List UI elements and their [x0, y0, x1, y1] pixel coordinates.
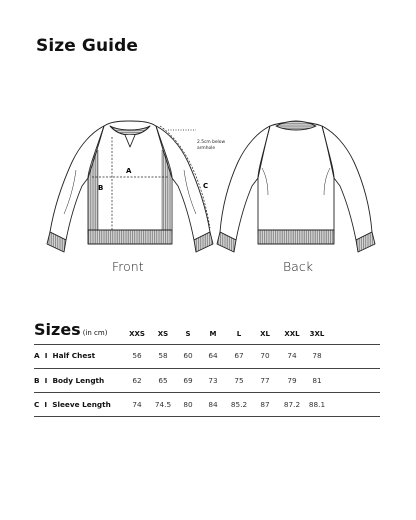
col-head-xl: XL — [260, 330, 270, 338]
table-rule — [34, 392, 380, 393]
col-head-l: L — [236, 330, 242, 338]
col-head-m: M — [209, 330, 217, 338]
back-label: Back — [283, 259, 313, 274]
table-cell: 79 — [287, 376, 297, 385]
sizes-heading: Sizes — [34, 320, 81, 339]
armhole-note-line2: armhole — [197, 146, 216, 151]
table-cell: 77 — [260, 376, 270, 385]
table-cell: 64 — [208, 351, 218, 360]
table-cell: 60 — [183, 351, 193, 360]
table-cell: 69 — [183, 376, 193, 385]
back-body — [258, 122, 334, 234]
sizes-title — [34, 320, 107, 339]
col-head-3xl: 3XL — [309, 330, 325, 338]
table-cell: 70 — [260, 351, 270, 360]
table-cell: 65 — [158, 376, 168, 385]
table-cell: 85.2 — [230, 400, 248, 409]
table-cell: 58 — [158, 351, 168, 360]
back-view — [217, 121, 375, 252]
table-cell: 74.5 — [154, 400, 172, 409]
col-head-xxl: XXL — [284, 330, 300, 338]
page-title: Size Guide — [36, 36, 138, 56]
table-cell: 75 — [234, 376, 244, 385]
col-head-xxs: XXS — [129, 330, 145, 338]
measure-letter-b: B — [98, 184, 104, 192]
back-collar — [276, 121, 316, 130]
table-rule — [34, 416, 380, 417]
table-cell: 80 — [183, 400, 193, 409]
table-rule — [34, 368, 380, 369]
row-label-sleeve-length: C I Sleeve Length — [34, 400, 111, 409]
front-hem — [88, 230, 172, 244]
unit-label: (in cm) — [82, 329, 108, 337]
size-table-header — [34, 318, 380, 344]
table-cell: 87.2 — [283, 400, 301, 409]
table-rule — [34, 344, 380, 345]
table-cell: 62 — [132, 376, 142, 385]
front-label: Front — [112, 259, 144, 274]
measure-letter-a: A — [126, 167, 132, 175]
table-row — [34, 346, 380, 366]
armhole-note-line1: 2.5cm below — [197, 140, 226, 145]
table-cell: 81 — [312, 376, 322, 385]
row-label-half-chest: A I Half Chest — [34, 351, 96, 360]
table-cell: 88.1 — [308, 400, 326, 409]
table-cell: 56 — [132, 351, 142, 360]
table-cell: 84 — [208, 400, 218, 409]
table-cell: 74 — [132, 400, 142, 409]
size-table — [34, 318, 380, 409]
front-view — [47, 121, 216, 252]
col-head-s: S — [185, 330, 191, 338]
table-cell: 87 — [260, 400, 270, 409]
back-hem — [258, 230, 334, 244]
row-label-body-length: B I Body Length — [34, 376, 105, 385]
measure-letter-c: C — [203, 182, 209, 190]
table-cell: 73 — [208, 376, 218, 385]
table-cell: 74 — [287, 351, 297, 360]
table-row — [34, 371, 380, 391]
table-cell: 78 — [312, 351, 322, 360]
col-head-xs: XS — [157, 330, 169, 338]
table-row — [34, 395, 380, 415]
table-cell: 67 — [234, 351, 244, 360]
